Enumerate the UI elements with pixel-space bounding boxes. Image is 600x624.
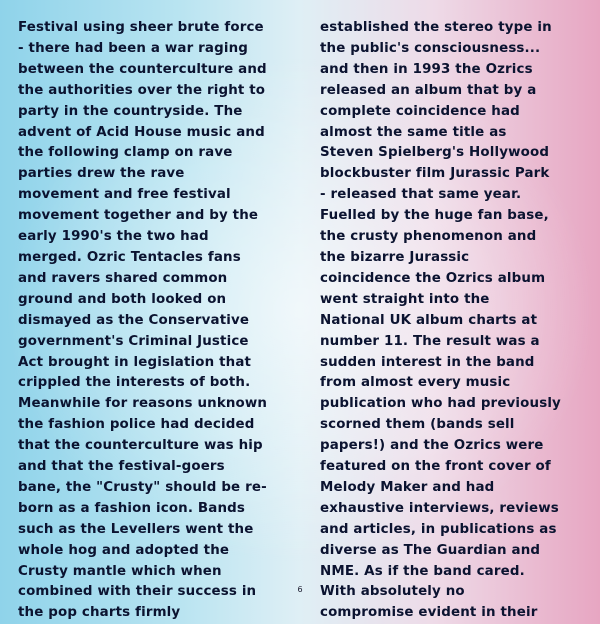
right-text-column [320, 18, 561, 624]
text-line: NME. As if the band cared. [320, 563, 525, 579]
text-line: party in the countryside. The [18, 103, 243, 119]
text-line: and then in 1993 the Ozrics [320, 61, 533, 77]
text-line: movement and free festival [18, 187, 231, 203]
text-line: crippled the interests of both. [18, 375, 251, 391]
text-line: Act brought in legislation that [18, 354, 252, 370]
text-line: merged. Ozric Tentacles fans [18, 249, 241, 265]
text-line: the pop charts firmly [18, 605, 181, 621]
text-line: scorned them (bands sell [320, 417, 515, 433]
text-line: the authorities over the right to [18, 82, 266, 98]
text-line: ground and both looked on [18, 291, 227, 307]
text-line: born as a fashion icon. Bands [18, 500, 245, 516]
text-line: - there had been a war raging [18, 40, 248, 56]
text-line: almost the same title as [320, 124, 507, 140]
text-line: featured on the front cover of [320, 459, 551, 475]
text-line: Melody Maker and had [320, 479, 495, 495]
text-line: exhaustive interviews, reviews [320, 500, 559, 516]
text-line: diverse as The Guardian and [320, 542, 541, 558]
text-line: from almost every music [320, 375, 511, 391]
text-line: combined with their success in [18, 584, 257, 600]
text-line: the following clamp on rave [18, 145, 233, 161]
text-line: the bizarre Jurassic [320, 249, 470, 265]
text-line: movement together and by the [18, 208, 259, 224]
text-line: Meanwhile for reasons unknown [18, 396, 268, 412]
text-line: complete coincidence had [320, 103, 520, 119]
text-line: government's Criminal Justice [18, 333, 249, 349]
text-line: publication who had previously [320, 396, 561, 412]
text-line: such as the Levellers went the [18, 521, 254, 537]
text-line: Festival using sheer brute force [18, 20, 264, 35]
text-line: the fashion police had decided [18, 417, 255, 433]
text-line: and articles, in publications as [320, 521, 557, 537]
text-line: number 11. The result was a [320, 333, 540, 349]
text-line: Crusty mantle which when [18, 563, 222, 579]
text-line: coincidence the Ozrics album [320, 270, 546, 286]
text-line: Steven Spielberg's Hollywood [320, 145, 550, 161]
text-line: - released that same year. [320, 187, 522, 203]
text-line: the public's consciousness... [320, 40, 541, 56]
text-line: blockbuster film Jurassic Park [320, 166, 550, 182]
text-line: and that the festival-goers [18, 459, 225, 475]
text-line: With absolutely no [320, 584, 465, 600]
text-line: compromise evident in their [320, 605, 538, 621]
text-line: bane, the "Crusty" should be re- [18, 479, 267, 495]
text-line: and ravers shared common [18, 270, 228, 286]
text-line: early 1990's the two had [18, 229, 209, 245]
text-line: the crusty phenomenon and [320, 229, 537, 245]
text-line: papers!) and the Ozrics were [320, 438, 544, 454]
text-line: advent of Acid House music and [18, 124, 265, 140]
text-line: whole hog and adopted the [18, 542, 230, 558]
left-text-column [18, 18, 267, 624]
text-line: established the stereo type in [320, 20, 552, 35]
text-line: went straight into the [320, 291, 490, 307]
text-line: Fuelled by the huge fan base, [320, 208, 549, 224]
text-line: dismayed as the Conservative [18, 312, 250, 328]
text-line: that the counterculture was hip [18, 438, 263, 454]
text-line: parties drew the rave [18, 166, 185, 182]
text-line: released an album that by a [320, 82, 537, 98]
text-line: between the counterculture and [18, 61, 267, 77]
text-line: sudden interest in the band [320, 354, 535, 370]
page-number: 6 [297, 585, 303, 594]
text-line: National UK album charts at [320, 312, 538, 328]
